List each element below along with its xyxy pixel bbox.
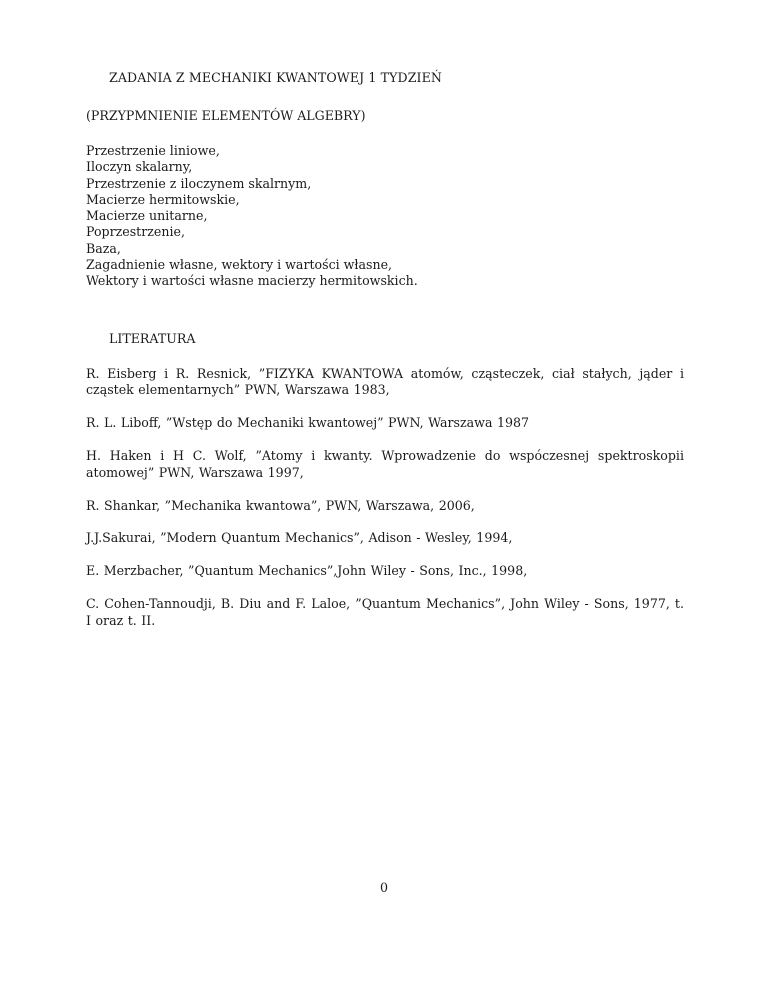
reference-item: C. Cohen-Tannoudji, B. Diu and F. Laloe, ”Quantum Mechanics”, John Wiley - Sons, 1977, t. I oraz t. II. — [86, 596, 684, 628]
topic-item: Wektory i wartości własne macierzy hermitowskich. — [86, 273, 418, 289]
reference-item: R. Eisberg i R. Resnick, ”FIZYKA KWANTOWA atomów, cząsteczek, ciał stałych, jąder i cząstek elementarnych” PWN, Warszawa 1983, — [86, 366, 684, 398]
reference-item: R. Shankar, ”Mechanika kwantowa”, PWN, Warszawa, 2006, — [86, 497, 475, 513]
topic-item: Baza, — [86, 240, 121, 256]
topic-item: Macierze hermitowskie, — [86, 191, 240, 207]
topic-list — [86, 143, 418, 290]
literature-heading: LITERATURA — [109, 331, 196, 346]
reference-item: H. Haken i H C. Wolf, ”Atomy i kwanty. Wprowadzenie do wspóczesnej spektroskopii atomowej” PWN, Warszawa 1997, — [86, 448, 684, 480]
reference-list — [86, 366, 684, 646]
reference-item: J.J.Sakurai, ”Modern Quantum Mechanics”, Adison - Wesley, 1994, — [86, 530, 513, 546]
document-title: ZADANIA Z MECHANIKI KWANTOWEJ 1 TYDZIEŃ — [109, 70, 443, 85]
topic-item: Przestrzenie liniowe, — [86, 143, 220, 158]
reference-item: E. Merzbacher, ”Quantum Mechanics”,John Wiley - Sons, Inc., 1998, — [86, 563, 528, 579]
topic-item: Poprzestrzenie, — [86, 224, 185, 240]
page-number: 0 — [379, 880, 388, 895]
document-subtitle: (PRZYPMNIENIE ELEMENTÓW ALGEBRY) — [86, 108, 366, 123]
reference-item: R. L. Liboff, ”Wstęp do Mechaniki kwantowej” PWN, Warszawa 1987 — [86, 415, 530, 431]
topic-item: Zagadnienie własne, wektory i wartości własne, — [86, 257, 393, 273]
topic-item: Iloczyn skalarny, — [86, 159, 193, 175]
topic-item: Przestrzenie z iloczynem skalrnym, — [86, 175, 312, 191]
topic-item: Macierze unitarne, — [86, 208, 208, 224]
